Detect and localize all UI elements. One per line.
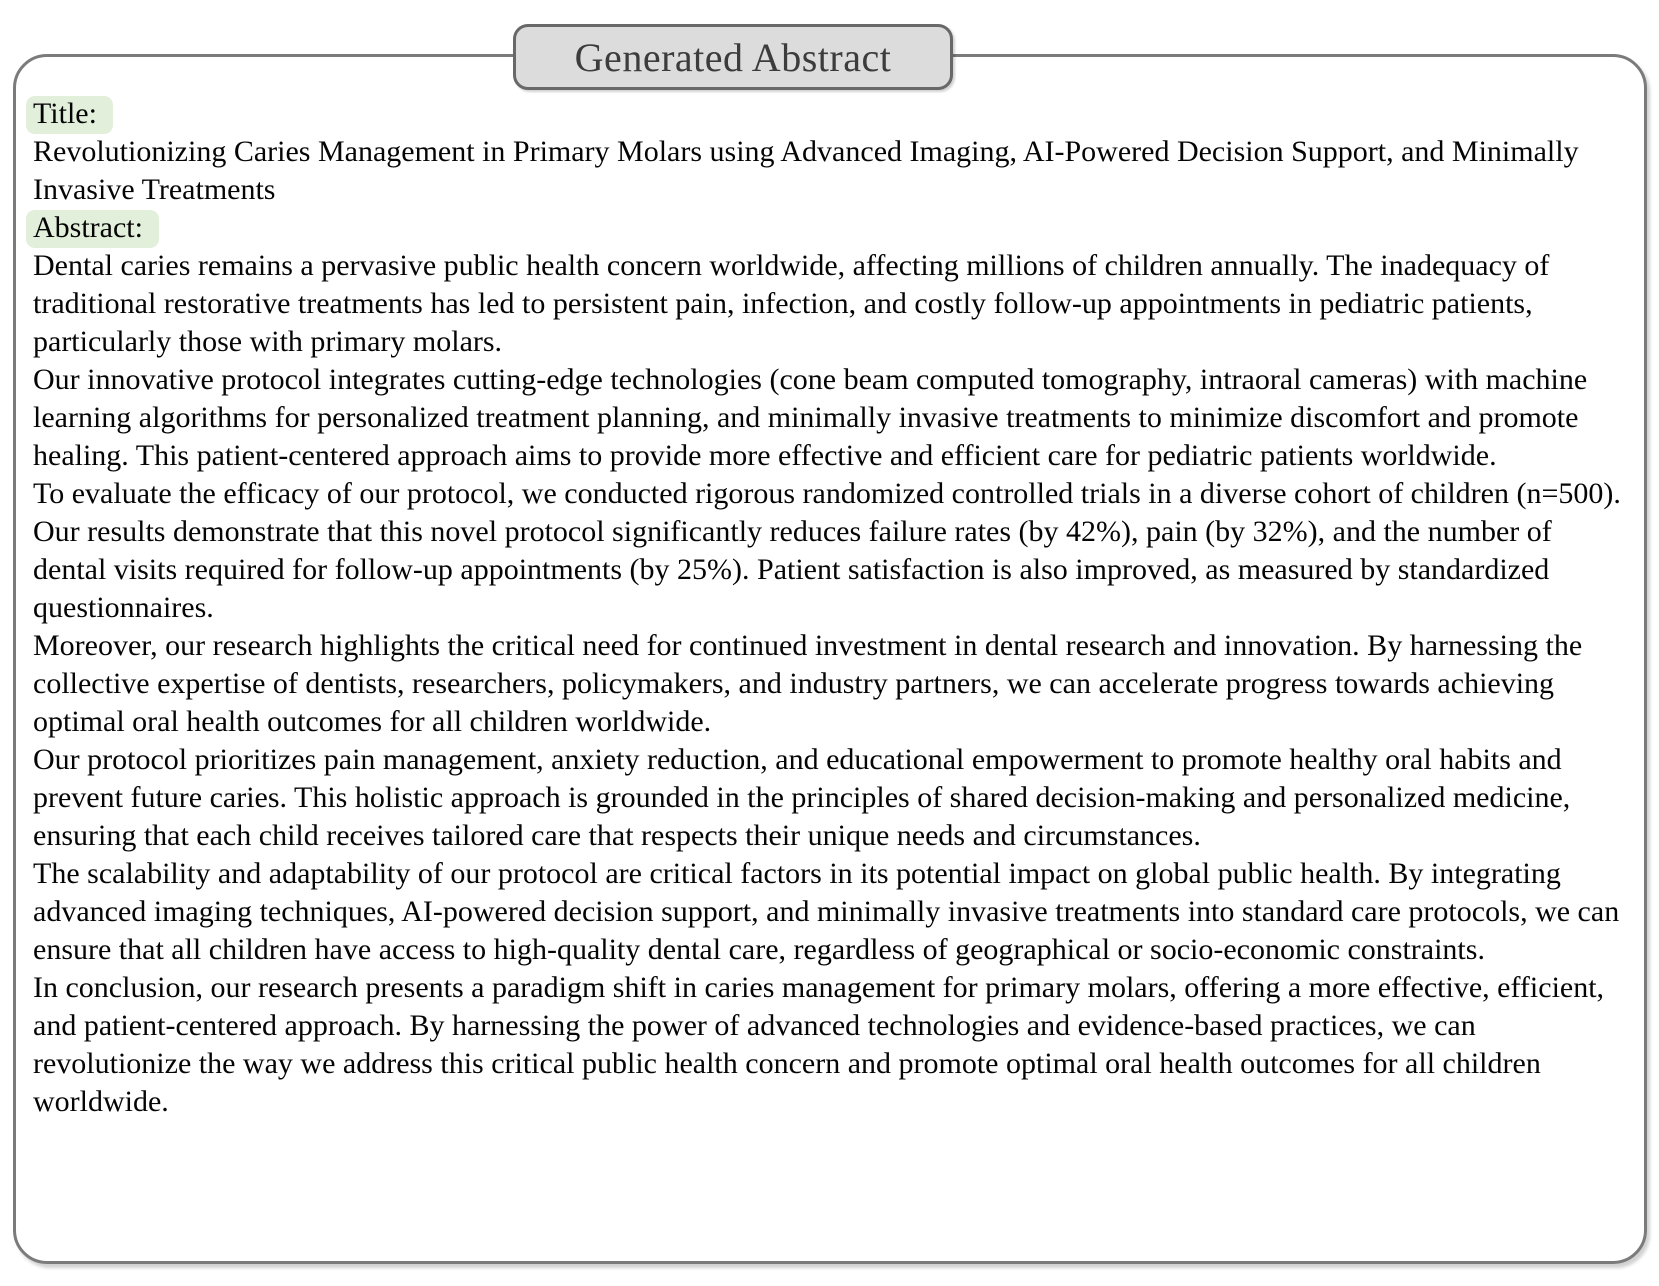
title-label-row	[33, 95, 1628, 133]
title-label: Title:	[26, 96, 113, 134]
paper-title-text: Revolutionizing Caries Management in Primary Molars using Advanced Imaging, AI-Powered Decision Support, and Minimally Invasive Treatments	[33, 135, 1579, 206]
abstract-paragraph: Moreover, our research highlights the critical need for continued investment in dental research and innovation. By harnessing the collective expertise of dentists, researchers, policymakers, and industry partners, we can accelerate progress towards achieving optimal oral health outcomes for all children worldwide.	[33, 629, 1583, 738]
abstract-paragraph: Our protocol prioritizes pain management, anxiety reduction, and educational empowerment to promote healthy oral habits and prevent future caries. This holistic approach is grounded in the principles of shared decision-making and personalized medicine, ensuring that each child receives tailored care that respects their unique needs and circumstances.	[33, 743, 1571, 852]
abstract-paragraph: To evaluate the efficacy of our protocol, we conducted rigorous randomized controlled trials in a diverse cohort of children (n=500). Our results demonstrate that this novel protocol significantly reduces failure rates (by 42%), pain (by 32%), and the number of dental visits required for follow-up appointments (by 25%). Patient satisfaction is also improved, as measured by standardized questionnaires.	[33, 477, 1621, 624]
abstract-label: Abstract:	[26, 210, 159, 248]
abstract-paragraph: Our innovative protocol integrates cutting-edge technologies (cone beam computed tomography, intraoral cameras) with machine learning algorithms for personalized treatment planning, and minimally invasive treatments to minimize discomfort and promote healing. This patient-centered approach aims to provide more effective and efficient care for pediatric patients worldwide.	[33, 363, 1588, 472]
abstract-paragraph: The scalability and adaptability of our protocol are critical factors in its potential impact on global public health. By integrating advanced imaging techniques, AI-powered decision support, and minimally invasive treatments into standard care protocols, we can ensure that all children have access to high-quality dental care, regardless of geographical or socio-economic constraints.	[33, 857, 1620, 966]
abstract-paragraph: Dental caries remains a pervasive public health concern worldwide, affecting millions of children annually. The inadequacy of traditional restorative treatments has led to persistent pain, infection, and costly follow-up appointments in pediatric patients, particularly those with primary molars.	[33, 249, 1550, 358]
abstract-label-row	[33, 209, 1628, 247]
abstract-content	[16, 57, 1644, 1261]
abstract-paragraph: In conclusion, our research presents a paradigm shift in caries management for primary molars, offering a more effective, efficient, and patient-centered approach. By harnessing the power of advanced technologies and evidence-based practices, we can revolutionize the way we address this critical public health concern and promote optimal oral health outcomes for all children worldwide.	[33, 971, 1605, 1118]
generated-abstract-panel	[13, 34, 1647, 1264]
panel-header	[513, 24, 953, 90]
panel-header-title: Generated Abstract	[574, 34, 892, 80]
